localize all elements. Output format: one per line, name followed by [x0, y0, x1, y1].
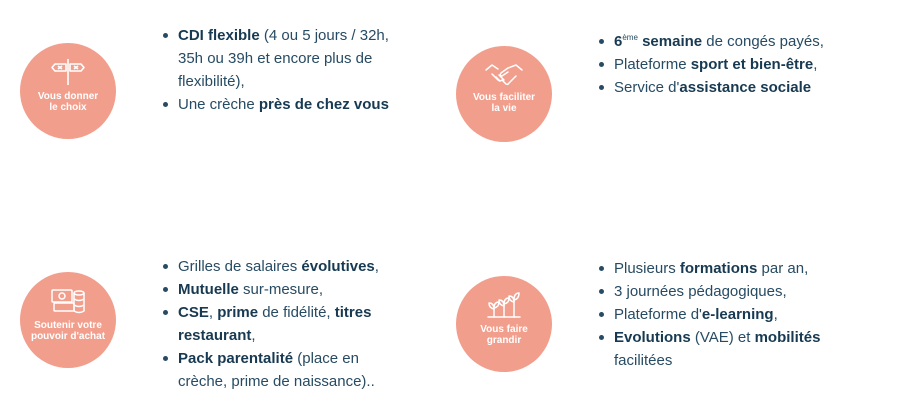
handshake-icon: [484, 60, 524, 88]
list-item: [598, 303, 838, 326]
text-segment: (4 ou 5 jours / 32h, 35h ou 39h et encore plus de flexibilité),: [178, 27, 389, 90]
bold-text: semaine: [637, 33, 703, 50]
list-item: [598, 76, 888, 99]
benefit-list-purchasing-power: [162, 255, 402, 393]
bold-text: formations: [679, 260, 758, 277]
list-item: [598, 30, 888, 53]
list-item: [598, 53, 888, 76]
badge-label: Vous faire grandir: [480, 324, 528, 346]
bold-text: mobilités: [754, 329, 821, 346]
bold-text: CSE: [178, 304, 209, 321]
bold-text: prime: [217, 304, 259, 321]
signpost-icon: [51, 57, 85, 87]
money-coins-icon: [50, 286, 86, 316]
list-item: [162, 301, 402, 347]
text-segment: Plateforme: [614, 56, 691, 73]
text-segment: Une crèche: [178, 96, 259, 113]
bold-text: assistance sociale: [679, 79, 812, 96]
text-segment: (place en crèche, prime de naissance)..: [178, 350, 375, 390]
benefit-list-grow: [598, 257, 838, 372]
bold-text: sport et bien-être: [690, 56, 814, 73]
bold-text: CDI flexible: [178, 27, 260, 44]
sprouts-icon: [486, 290, 522, 320]
text-segment: ,: [813, 56, 818, 73]
text-segment: de fidélité,: [258, 304, 335, 321]
list-item: [598, 280, 838, 303]
badge-label: Vous faciliter la vie: [472, 92, 536, 114]
text-segment: par an,: [757, 260, 809, 277]
benefit-badge-purchasing-power: [20, 272, 116, 368]
text-segment: ,: [773, 306, 778, 323]
benefit-list-easier-life: [598, 30, 888, 99]
text-segment: Plateforme d': [614, 306, 702, 323]
text-segment: ,: [251, 327, 256, 344]
list-item: [598, 257, 838, 280]
benefit-list-choice: [162, 24, 402, 116]
bold-text: Pack parentalité: [178, 350, 294, 367]
text-segment: ,: [374, 258, 379, 275]
text-segment: de congés payés,: [702, 33, 824, 50]
benefit-badge-choice: [20, 43, 116, 139]
text-segment: Plusieurs: [614, 260, 680, 277]
text-segment: (VAE) et: [690, 329, 755, 346]
text-segment: Service d': [614, 79, 680, 96]
benefit-badge-easier-life: [456, 46, 552, 142]
bold-text: 6: [614, 33, 623, 50]
list-item: [162, 278, 402, 301]
superscript-text: ème: [622, 33, 638, 42]
badge-label: Soutenir votre pouvoir d'achat: [30, 320, 106, 342]
list-item: [162, 93, 402, 116]
text-segment: sur-mesure,: [238, 281, 324, 298]
text-segment: facilitées: [614, 352, 673, 369]
list-item: [162, 255, 402, 278]
badge-label: Vous donner le choix: [37, 91, 99, 113]
bold-text: évolutives: [301, 258, 375, 275]
bold-text: près de chez vous: [258, 96, 389, 113]
text-segment: ,: [208, 304, 218, 321]
bold-text: Mutuelle: [178, 281, 239, 298]
bold-text: e-learning: [701, 306, 774, 323]
benefit-badge-grow: [456, 276, 552, 372]
text-segment: 3 journées pédagogiques,: [614, 283, 787, 300]
bold-text: titres restaurant: [178, 304, 372, 344]
bold-text: Evolutions: [614, 329, 691, 346]
list-item: [162, 24, 402, 93]
list-item: [598, 326, 838, 372]
list-item: [162, 347, 402, 393]
text-segment: Grilles de salaires: [178, 258, 302, 275]
